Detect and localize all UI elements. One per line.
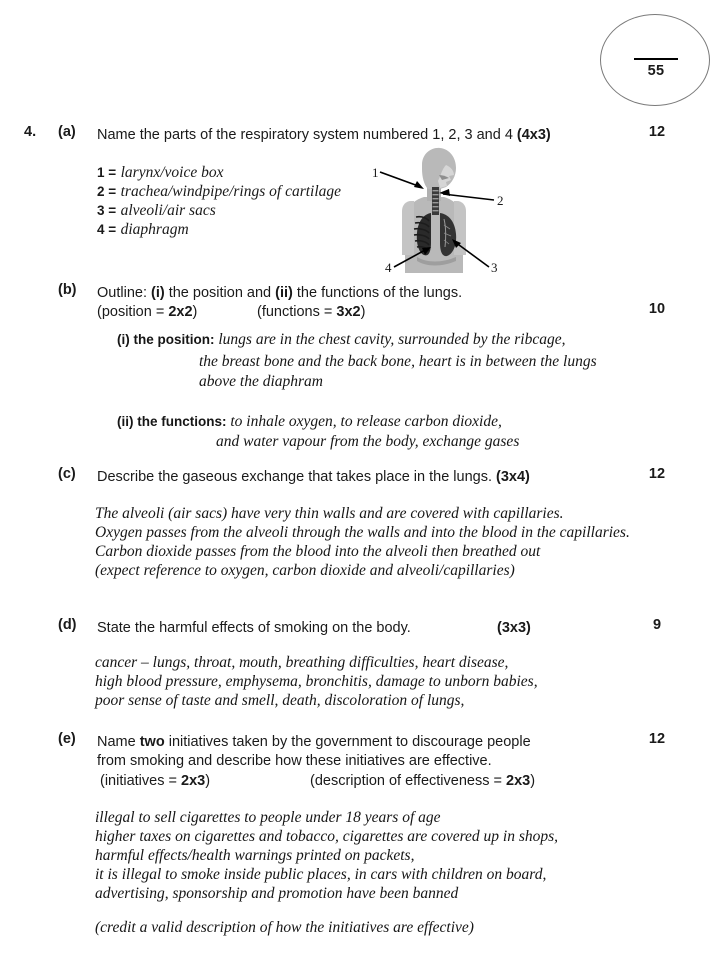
part-e-prompt-1a: Name (97, 734, 140, 750)
part-b-functions-text-1: to inhale oxygen, to release carbon dioxide, (230, 413, 502, 430)
part-b-marks: 10 (648, 301, 666, 317)
diagram-callout-label-4: 4 (385, 260, 392, 275)
part-e-breakdown-effectiveness (310, 770, 535, 792)
part-b-functions-close: ) (360, 304, 366, 320)
part-d-answer-line-3: poor sense of taste and smell, death, discoloration of lungs, (95, 692, 465, 709)
part-e-marks: 12 (648, 731, 666, 747)
key-item-4-value: diaphragm (120, 221, 189, 238)
part-c-prompt-text: Describe the gaseous exchange that takes place in the lungs. (97, 469, 497, 485)
part-e-initiatives-value: 2x3 (181, 773, 206, 789)
key-item-2-value: trachea/windpipe/rings of cartilage (120, 183, 342, 200)
part-b-functions-open: (functions = (257, 304, 337, 320)
part-b-prompt-1c: the position and (164, 285, 276, 301)
part-c-answer-line-2: Oxygen passes from the alveoli through the walls and into the blood in the capillaries. (95, 524, 630, 541)
key-item-4-number: 4 = (97, 222, 117, 237)
key-item-3-number: 3 = (97, 203, 117, 218)
part-b-functions-answer-line-1 (117, 412, 502, 431)
part-b-position-value: 2x2 (168, 304, 193, 320)
part-a-prompt-marks-breakdown: (4x3) (516, 127, 551, 143)
part-e-answer-line-2: higher taxes on cigarettes and tobacco, cigarettes are covered up in shops, (95, 828, 559, 845)
part-label-a: (a) (58, 124, 76, 140)
key-item-2 (97, 182, 341, 201)
key-item-3-value: alveoli/air sacs (120, 202, 216, 219)
page-number-rule (634, 58, 678, 60)
part-d-prompt-marks-breakdown: (3x3) (497, 620, 531, 636)
part-d-prompt (97, 617, 411, 639)
respiratory-system-diagram (372, 145, 514, 275)
part-c-prompt (97, 466, 530, 488)
page-number: 55 (647, 63, 665, 79)
part-a-prompt-text: Name the parts of the respiratory system numbered 1, 2, 3 and 4 (97, 127, 517, 143)
part-a-marks: 12 (648, 124, 666, 140)
part-e-answer-line-5: advertising, sponsorship and promotion have been banned (95, 885, 459, 902)
page-number-oval (600, 14, 710, 106)
part-b-position-answer-line-1 (117, 330, 565, 349)
part-d-prompt-marks-breakdown-wrap (497, 617, 531, 639)
part-e-answer-line-3: harmful effects/health warnings printed on packets, (95, 847, 415, 864)
part-d-answer-line-1: cancer – lungs, throat, mouth, breathing difficulties, heart disease, (95, 654, 509, 671)
part-e-prompt-1c: initiatives taken by the government to discourage people (164, 734, 531, 750)
part-b-position-close: ) (192, 304, 198, 320)
part-label-d: (d) (58, 617, 77, 633)
part-b-prompt-1e: the functions of the lungs. (292, 285, 463, 301)
part-b-functions-answer-line-2: and water vapour from the body, exchange gases (216, 433, 520, 450)
part-b-breakdown-functions (257, 301, 365, 323)
part-b-position-answer-line-2: the breast bone and the back bone, heart is in between the lungs (199, 353, 597, 370)
part-b-functions-value: 3x2 (336, 304, 361, 320)
part-d-marks: 9 (652, 617, 662, 633)
part-e-breakdown-initiatives (100, 770, 210, 792)
part-e-credit-note: (credit a valid description of how the initiatives are effective) (95, 919, 474, 936)
part-label-c: (c) (58, 466, 76, 482)
part-e-emphasis-two: two (139, 734, 165, 750)
part-b-prompt-1a: Outline: (97, 285, 151, 301)
part-e-effectiveness-value: 2x3 (506, 773, 531, 789)
part-c-prompt-marks-breakdown: (3x4) (496, 469, 530, 485)
part-e-answer-line-1: illegal to sell cigarettes to people under 18 years of age (95, 809, 441, 826)
part-label-e: (e) (58, 731, 76, 747)
part-b-functions-sublabel: (ii) the functions: (117, 414, 227, 429)
part-c-answer-line-1: The alveoli (air sacs) have very thin walls and are covered with capillaries. (95, 505, 564, 522)
part-b-position-text-1: lungs are in the chest cavity, surrounded by the ribcage, (218, 331, 566, 348)
key-item-3 (97, 201, 341, 220)
key-item-1 (97, 163, 341, 182)
part-c-answer-line-3: Carbon dioxide passes from the blood into the alveoli then breathed out (95, 543, 541, 560)
part-e-effectiveness-open: (description of effectiveness = (310, 773, 506, 789)
part-e-initiatives-close: ) (205, 773, 211, 789)
part-c-marks: 12 (648, 466, 666, 482)
key-item-1-number: 1 = (97, 165, 117, 180)
diagram-callout-label-1: 1 (372, 165, 379, 180)
part-label-b: (b) (58, 282, 77, 298)
part-b-roman-i: (i) (151, 285, 165, 301)
key-item-1-value: larynx/voice box (120, 164, 224, 181)
part-e-answer-line-4: it is illegal to smoke inside public places, in cars with children on board, (95, 866, 547, 883)
part-d-prompt-text: State the harmful effects of smoking on the body. (97, 620, 411, 636)
part-b-position-sublabel: (i) the position: (117, 332, 215, 347)
part-e-effectiveness-close: ) (530, 773, 536, 789)
part-b-position-open: (position = (97, 304, 169, 320)
part-d-answer-line-2: high blood pressure, emphysema, bronchitis, damage to unborn babies, (95, 673, 538, 690)
diagram-callout-label-3: 3 (491, 260, 498, 275)
part-a-prompt (97, 124, 551, 146)
part-a-answer-key-list (97, 163, 341, 239)
key-item-2-number: 2 = (97, 184, 117, 199)
key-item-4 (97, 220, 341, 239)
part-e-initiatives-open: (initiatives = (100, 773, 181, 789)
part-c-answer-line-4: (expect reference to oxygen, carbon dioxide and alveoli/capillaries) (95, 562, 515, 579)
part-b-breakdown-position (97, 301, 197, 323)
part-b-position-answer-line-3: above the diaphram (199, 373, 323, 390)
part-e-prompt-line-2: from smoking and describe how these initiatives are effective. (97, 753, 492, 769)
question-number: 4. (24, 124, 37, 140)
part-b-roman-ii: (ii) (275, 285, 293, 301)
respiratory-system-illustration (372, 145, 514, 275)
diagram-callout-label-2: 2 (497, 193, 504, 208)
